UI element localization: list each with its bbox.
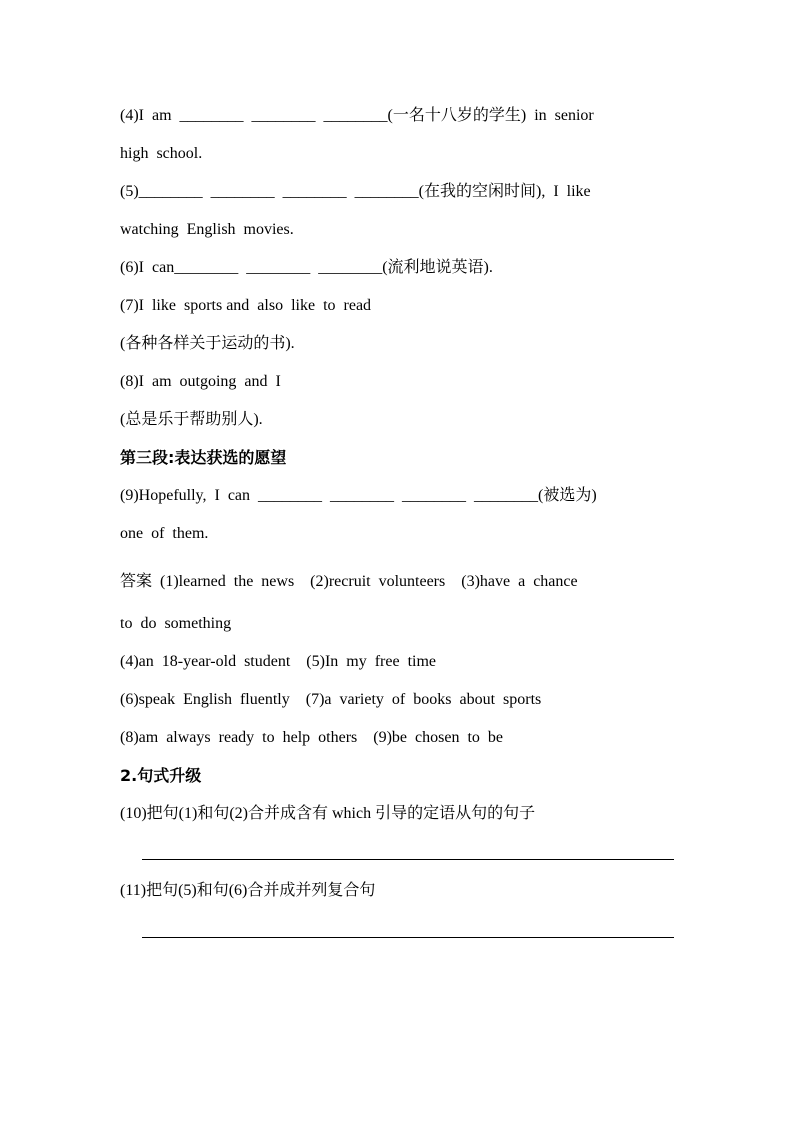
question-8-line-1: (8)I am outgoing and I bbox=[120, 373, 281, 390]
question-9-line-1: (9)Hopefully, I can ________ ________ ________ ________(被选为) bbox=[120, 487, 597, 504]
question-9-line-2: one of them. bbox=[120, 525, 209, 542]
question-10: (10)把句(1)和句(2)合并成含有 which 引导的定语从句的句子 bbox=[120, 805, 536, 822]
question-7-line-1: (7)I like sports and also like to read bbox=[120, 297, 372, 314]
answer-line-2: to do something bbox=[120, 615, 232, 632]
question-10-answer-line[interactable] bbox=[142, 859, 674, 860]
answer-text-1: (1)learned the news (2)recruit volunteers (3)have a chance bbox=[152, 573, 578, 590]
answer-label: 答案 bbox=[120, 571, 153, 590]
answer-line-4: (6)speak English fluently (7)a variety of books about sports bbox=[120, 691, 542, 708]
question-11-answer-line[interactable] bbox=[142, 937, 674, 938]
answer-line-3: (4)an 18-year-old student (5)In my free time bbox=[120, 653, 437, 670]
question-8-line-2: (总是乐于帮助别人). bbox=[120, 411, 263, 428]
section-2-heading: 2.句式升级 bbox=[120, 766, 202, 785]
question-11: (11)把句(5)和句(6)合并成并列复合句 bbox=[120, 882, 376, 899]
section-3-heading: 第三段:表达获选的愿望 bbox=[120, 448, 287, 467]
question-5-line-1: (5)________ ________ ________ ________(在我的空闲时间), I like bbox=[120, 183, 591, 200]
question-4-line-2: high school. bbox=[120, 145, 203, 162]
question-6: (6)I can________ ________ ________(流利地说英语). bbox=[120, 259, 493, 276]
question-5-line-2: watching English movies. bbox=[120, 221, 294, 238]
question-4-line-1: (4)I am ________ ________ ________(一名十八岁的学生) in senior bbox=[120, 107, 594, 124]
answer-line-5: (8)am always ready to help others (9)be chosen to be bbox=[120, 729, 503, 746]
question-7-line-2: (各种各样关于运动的书). bbox=[120, 335, 295, 352]
answer-line-1 bbox=[120, 571, 578, 592]
